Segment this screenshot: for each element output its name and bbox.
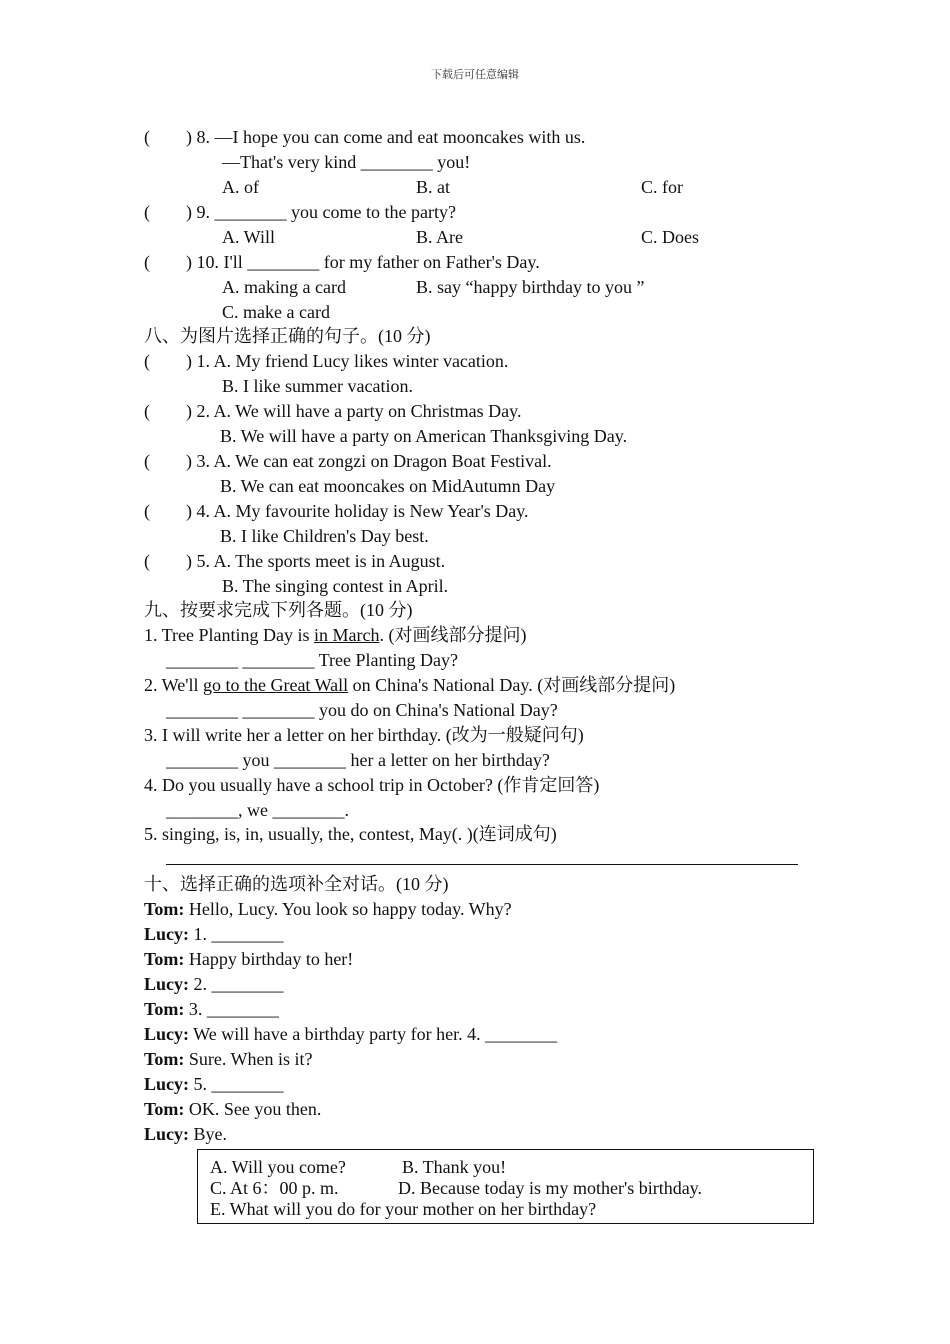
dialogue-speaker: Lucy: — [144, 924, 189, 944]
task-5-prompt: 5. singing, is, in, usually, the, contest, May(. )(连词成句) — [144, 824, 557, 844]
task-2-instruction: on China's National Day. (对画线部分提问) — [348, 675, 676, 695]
dialogue-text: 2. ________ — [189, 974, 284, 994]
task-4-answer: ________, we ________. — [166, 800, 349, 820]
picture-question-2-b: B. We will have a party on American Thanksgiving Day. — [220, 426, 628, 446]
question-10-option-b: B. say “happy birthday to you ” — [416, 277, 645, 297]
question-9: ( ) 9. ________ you come to the party? — [144, 202, 456, 222]
option-c: C. At 6：00 p. m. — [210, 1178, 339, 1198]
dialogue-text: Happy birthday to her! — [184, 949, 354, 969]
option-d: D. Because today is my mother's birthday. — [398, 1178, 703, 1198]
task-1-prompt — [144, 624, 527, 646]
picture-question-5-b: B. The singing contest in April. — [222, 576, 449, 596]
picture-question-2-a: ( ) 2. A. We will have a party on Christmas Day. — [144, 401, 522, 421]
question-8-option-b: B. at — [416, 177, 450, 197]
dialogue-line — [144, 898, 512, 920]
question-10-option-a: A. making a card — [222, 277, 346, 297]
dialogue-speaker: Tom: — [144, 1049, 185, 1069]
task-1-underlined: in March — [314, 625, 380, 645]
option-a: A. Will you come? — [210, 1157, 346, 1177]
dialogue-text: OK. See you then. — [184, 1099, 322, 1119]
option-e: E. What will you do for your mother on her birthday? — [210, 1199, 597, 1219]
picture-question-3-b: B. We can eat mooncakes on MidAutumn Day — [220, 476, 556, 496]
question-9-option-b: B. Are — [416, 227, 463, 247]
dialogue-text: 1. ________ — [189, 924, 284, 944]
dialogue-text: We will have a birthday party for her. 4. ________ — [189, 1024, 558, 1044]
dialogue-speaker: Lucy: — [144, 1124, 189, 1144]
dialogue-line — [144, 948, 353, 970]
dialogue-text: 5. ________ — [189, 1074, 284, 1094]
picture-question-1-b: B. I like summer vacation. — [222, 376, 413, 396]
question-9-option-a: A. Will — [222, 227, 275, 247]
picture-question-1-a: ( ) 1. A. My friend Lucy likes winter vacation. — [144, 351, 509, 371]
question-8-reply: —That's very kind ________ you! — [222, 152, 471, 172]
picture-question-5-a: ( ) 5. A. The sports meet is in August. — [144, 551, 446, 571]
dialogue-line — [144, 1073, 284, 1095]
task-1-instruction: . (对画线部分提问) — [379, 625, 527, 645]
task-3-answer: ________ you ________ her a letter on her birthday? — [166, 750, 550, 770]
dialogue-line — [144, 1098, 321, 1120]
dialogue-line — [144, 1048, 313, 1070]
dialogue-speaker: Lucy: — [144, 1024, 189, 1044]
task-1-prefix: 1. Tree Planting Day is — [144, 625, 315, 645]
picture-question-3-a: ( ) 3. A. We can eat zongzi on Dragon Boat Festival. — [144, 451, 552, 471]
dialogue-line — [144, 1123, 227, 1145]
dialogue-speaker: Lucy: — [144, 974, 189, 994]
section-10-title: 十、选择正确的选项补全对话。(10 分) — [144, 874, 449, 894]
question-8: ( ) 8. —I hope you can come and eat mooncakes with us. — [144, 127, 586, 147]
task-3-prompt: 3. I will write her a letter on her birthday. (改为一般疑问句) — [144, 725, 584, 745]
dialogue-speaker: Tom: — [144, 899, 185, 919]
question-8-option-a: A. of — [222, 177, 259, 197]
question-10-option-c: C. make a card — [222, 302, 330, 322]
task-1-answer: ________ ________ Tree Planting Day? — [166, 650, 458, 670]
dialogue-line — [144, 923, 284, 945]
dialogue-speaker: Tom: — [144, 999, 185, 1019]
task-2-prompt — [144, 674, 675, 696]
answer-line — [166, 864, 798, 865]
dialogue-text: Bye. — [189, 1124, 227, 1144]
task-2-answer: ________ ________ you do on China's National Day? — [166, 700, 558, 720]
dialogue-line — [144, 998, 279, 1020]
task-4-prompt: 4. Do you usually have a school trip in October? (作肯定回答) — [144, 775, 600, 795]
section-8-title: 八、为图片选择正确的句子。(10 分) — [144, 326, 431, 346]
page-header: 下载后可任意编辑 — [431, 68, 519, 81]
dialogue-text: 3. ________ — [184, 999, 279, 1019]
dialogue-speaker: Lucy: — [144, 1074, 189, 1094]
task-2-underlined: go to the Great Wall — [202, 675, 349, 695]
question-8-option-c: C. for — [641, 177, 683, 197]
dialogue-line — [144, 973, 284, 995]
section-9-title: 九、按要求完成下列各题。(10 分) — [144, 600, 413, 620]
question-9-option-c: C. Does — [641, 227, 699, 247]
option-b: B. Thank you! — [402, 1157, 507, 1177]
dialogue-text: Hello, Lucy. You look so happy today. Why? — [184, 899, 512, 919]
dialogue-speaker: Tom: — [144, 1099, 185, 1119]
task-2-prefix: 2. We'll — [144, 675, 203, 695]
question-10: ( ) 10. I'll ________ for my father on Father's Day. — [144, 252, 540, 272]
picture-question-4-a: ( ) 4. A. My favourite holiday is New Year's Day. — [144, 501, 529, 521]
picture-question-4-b: B. I like Children's Day best. — [220, 526, 429, 546]
dialogue-line — [144, 1023, 557, 1045]
dialogue-speaker: Tom: — [144, 949, 185, 969]
dialogue-text: Sure. When is it? — [184, 1049, 313, 1069]
